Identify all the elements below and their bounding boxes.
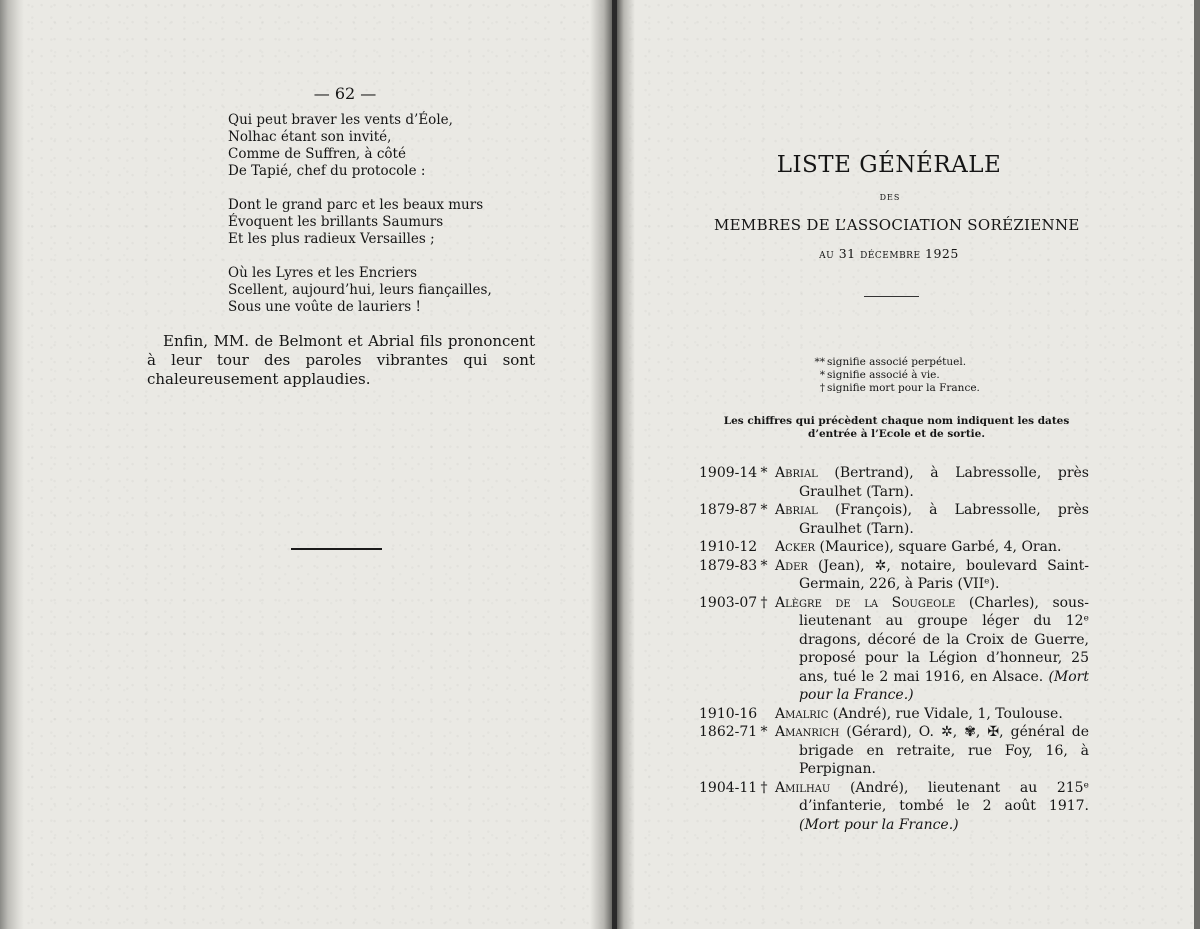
- entry-name: Amalric: [775, 705, 829, 722]
- poem-line: Nolhac étant son invité,: [228, 129, 392, 145]
- entry-italic: (Mort pour la France.): [799, 816, 959, 833]
- legend-row: [811, 382, 1051, 395]
- entry-years: 1909-14: [699, 465, 758, 481]
- member-entry: [699, 464, 1089, 501]
- poem-line: De Tapié, chef du protocole :: [228, 163, 426, 179]
- legend-row: [811, 356, 1051, 369]
- closing-paragraph: [147, 332, 535, 389]
- entry-text: (Maurice), square Garbé, 4, Oran.: [815, 539, 1062, 555]
- poem-line: Qui peut braver les vents d’Éole,: [228, 112, 453, 128]
- poem-stanza: [228, 197, 528, 248]
- member-entry: [699, 501, 1089, 538]
- entry-mark: *: [760, 502, 768, 518]
- entry-text: (André), lieutenant au 215ᵉ d’infanterie, tombé le 2 août 1917.: [799, 779, 1089, 814]
- entry-text: (André), rue Vidale, 1, Toulouse.: [828, 705, 1063, 722]
- entry-name: Alègre de la Sougeole: [775, 594, 956, 611]
- poem-line: Dont le grand parc et les beaux murs: [228, 197, 484, 213]
- member-list: [699, 464, 1089, 834]
- entry-body: [775, 557, 1089, 594]
- legend-row: [811, 369, 1051, 382]
- entry-italic: (Mort pour la France.): [799, 668, 1089, 703]
- entry-body: [775, 779, 1089, 835]
- entry-years: 1879-83: [699, 557, 758, 574]
- entry-text: (Charles), sous-lieutenant au groupe léger du 12ᵉ dragons, décoré de la Croix de Guerre, proposé pour la Légion d’honneur, 25 ans, tué le 2 mai 1916, en Alsace.: [799, 594, 1089, 685]
- poem-stanza: [228, 265, 528, 316]
- gutter-shadow: [617, 0, 635, 929]
- entry-text: (Bertrand), à Labressolle, près Graulhet (Tarn).: [799, 465, 1089, 500]
- list-subtitle: MEMBRES DE L’ASSOCIATION SORÉZIENNE: [714, 216, 1080, 234]
- title-divider: [864, 296, 919, 297]
- symbol-legend: [811, 356, 1051, 395]
- entry-mark: *: [760, 465, 768, 481]
- entry-years: 1862-71: [699, 724, 758, 740]
- entry-body: [775, 705, 1089, 724]
- title-des: DES: [879, 193, 901, 202]
- poem-line: Scellent, aujourd’hui, leurs fiançailles,: [228, 282, 492, 298]
- poem-line: Et les plus radieux Versailles ;: [228, 231, 435, 247]
- page-number: — 62 —: [313, 84, 377, 103]
- legend-symbol: *: [819, 369, 825, 381]
- entry-text: (Jean), ✲, notaire, boulevard Saint-Germain, 226, à Paris (VIIᵉ).: [799, 557, 1089, 592]
- poem-line: Évoquent les brillants Saumurs: [228, 214, 444, 230]
- page-edge-shadow: [0, 0, 24, 929]
- poem-line: Comme de Suffren, à côté: [228, 146, 406, 162]
- entry-years: 1910-12: [699, 539, 758, 555]
- page-edge-shadow: [1194, 0, 1200, 929]
- poem-stanza: [228, 112, 528, 180]
- entry-mark: †: [760, 594, 768, 611]
- legend-text: signifie associé à vie.: [827, 369, 940, 381]
- dates-note: Les chiffres qui précèdent chaque nom indiquent les dates d’entrée à l’Ecole et de sortie.: [723, 415, 1070, 440]
- member-entry: [699, 538, 1089, 557]
- entry-mark: †: [760, 779, 768, 796]
- entry-name: Abrial: [775, 502, 818, 518]
- paragraph-text: Enfin, MM. de Belmont et Abrial fils prononcent à leur tour des paroles vibrantes qui sont chaleureusement applaudies.: [147, 332, 535, 388]
- member-entry: [699, 779, 1089, 835]
- section-divider: [291, 548, 382, 550]
- entry-name: Acker: [775, 539, 816, 555]
- entry-body: [775, 594, 1089, 705]
- entry-name: Abrial: [775, 465, 818, 481]
- poem: [228, 112, 528, 333]
- entry-name: Ader: [775, 557, 808, 574]
- member-entry: [699, 557, 1089, 594]
- entry-mark: *: [760, 724, 768, 740]
- member-entry: [699, 723, 1089, 779]
- member-entry: [699, 594, 1089, 705]
- member-entry: [699, 705, 1089, 724]
- entry-body: [775, 464, 1089, 501]
- right-page: [617, 0, 1200, 929]
- legend-symbol: **: [814, 356, 825, 368]
- entry-text: (François), à Labressolle, près Graulhet (Tarn).: [799, 502, 1089, 537]
- list-title: LISTE GÉNÉRALE: [776, 152, 1002, 178]
- entry-years: 1903-07: [699, 594, 758, 611]
- poem-line: Où les Lyres et les Encriers: [228, 265, 418, 281]
- legend-text: signifie mort pour la France.: [827, 382, 980, 394]
- poem-line: Sous une voûte de lauriers !: [228, 299, 421, 315]
- entry-text: (Gérard), O. ✲, ✾, ✠, général de brigade en retraite, rue Foy, 16, à Perpignan.: [799, 724, 1089, 777]
- entry-years: 1910-16: [699, 705, 758, 722]
- legend-text: signifie associé perpétuel.: [827, 356, 967, 368]
- entry-body: [775, 723, 1089, 779]
- entry-name: Amilhau: [775, 779, 831, 796]
- legend-symbol: †: [819, 382, 825, 394]
- entry-years: 1904-11: [699, 779, 758, 796]
- entry-body: [775, 538, 1089, 557]
- entry-body: [775, 501, 1089, 538]
- date-line: au 31 décembre 1925: [819, 246, 959, 261]
- entry-years: 1879-87: [699, 502, 758, 518]
- entry-name: Amanrich: [775, 724, 840, 740]
- entry-mark: *: [760, 557, 768, 574]
- gutter-shadow: [590, 0, 612, 929]
